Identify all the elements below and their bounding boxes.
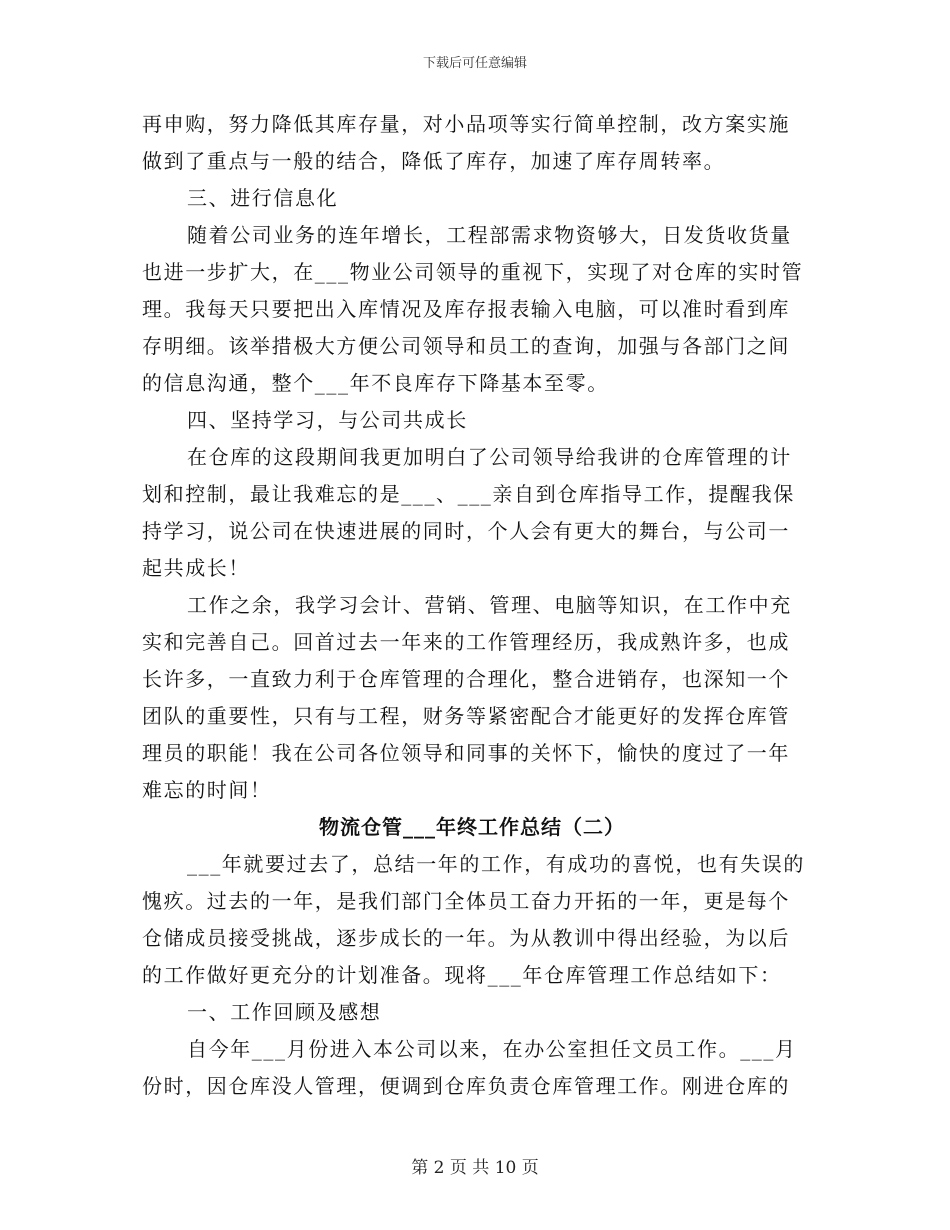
body-line: 存明细。该举措极大方便公司领导和员工的查询，加强与各部门之间 — [142, 334, 790, 358]
body-line: 随着公司业务的连年增长，工程部需求物资够大，日发货收货量 — [187, 223, 792, 247]
body-line: 工作之余，我学习会计、营销、管理、电脑等知识，在工作中充 — [187, 593, 792, 617]
body-line: 持学习，说公司在快速进展的同时，个人会有更大的舞台，与公司一 — [142, 519, 790, 543]
body-line: 的工作做好更充分的计划准备。现将___年仓库管理工作总结如下： — [142, 963, 782, 987]
body-line: 也进一步扩大，在___物业公司领导的重视下，实现了对仓库的实时管 — [142, 260, 804, 284]
section-heading: 三、进行信息化 — [187, 186, 339, 210]
body-line: 仓储成员接受挑战，逐步成长的一年。为从教训中得出经验，为以后 — [142, 926, 790, 950]
body-line: 理。我每天只要把出入库情况及库存报表输入电脑，可以准时看到库 — [142, 297, 790, 321]
body-line: ___年就要过去了，总结一年的工作，有成功的喜悦，也有失误的 — [187, 852, 805, 876]
body-line: 自今年___月份进入本公司以来，在办公室担任文员工作。___月 — [187, 1037, 797, 1061]
header-note: 下载后可任意编辑 — [422, 56, 527, 71]
body-line: 长许多，一直致力利于仓库管理的合理化，整合进销存，也深知一个 — [142, 667, 790, 691]
body-line: 做到了重点与一般的结合，降低了库存，加速了库存周转率。 — [142, 149, 726, 173]
page-number: 第 2 页 共 10 页 — [411, 1158, 539, 1178]
body-line: 再申购，努力降低其库存量，对小品项等实行简单控制，改方案实施 — [142, 112, 790, 136]
document-body — [142, 106, 805, 1105]
section-heading: 四、坚持学习，与公司共成长 — [187, 408, 468, 432]
body-line: 难忘的时间！ — [142, 778, 272, 802]
body-line: 愧疚。过去的一年，是我们部门全体员工奋力开拓的一年，更是每个 — [142, 889, 790, 913]
body-line: 实和完善自己。回首过去一年来的工作管理经历，我成熟许多，也成 — [142, 630, 790, 654]
article-title: 物流仓管___年终工作总结（二） — [319, 815, 625, 839]
body-line: 的信息沟通，整个___年不良库存下降基本至零。 — [142, 371, 609, 395]
body-line: 团队的重要性，只有与工程，财务等紧密配合才能更好的发挥仓库管 — [142, 704, 790, 728]
body-line: 份时，因仓库没人管理，便调到仓库负责仓库管理工作。刚进仓库的 — [142, 1074, 790, 1098]
body-line: 理员的职能！我在公司各位领导和同事的关怀下，愉快的度过了一年 — [142, 741, 790, 765]
body-line: 在仓库的这段期间我更加明白了公司领导给我讲的仓库管理的计 — [187, 445, 792, 469]
body-line: 划和控制，最让我难忘的是___、___亲自到仓库指导工作，提醒我保 — [142, 482, 795, 506]
section-heading: 一、工作回顾及感想 — [187, 1000, 382, 1024]
body-line: 起共成长！ — [142, 556, 250, 580]
